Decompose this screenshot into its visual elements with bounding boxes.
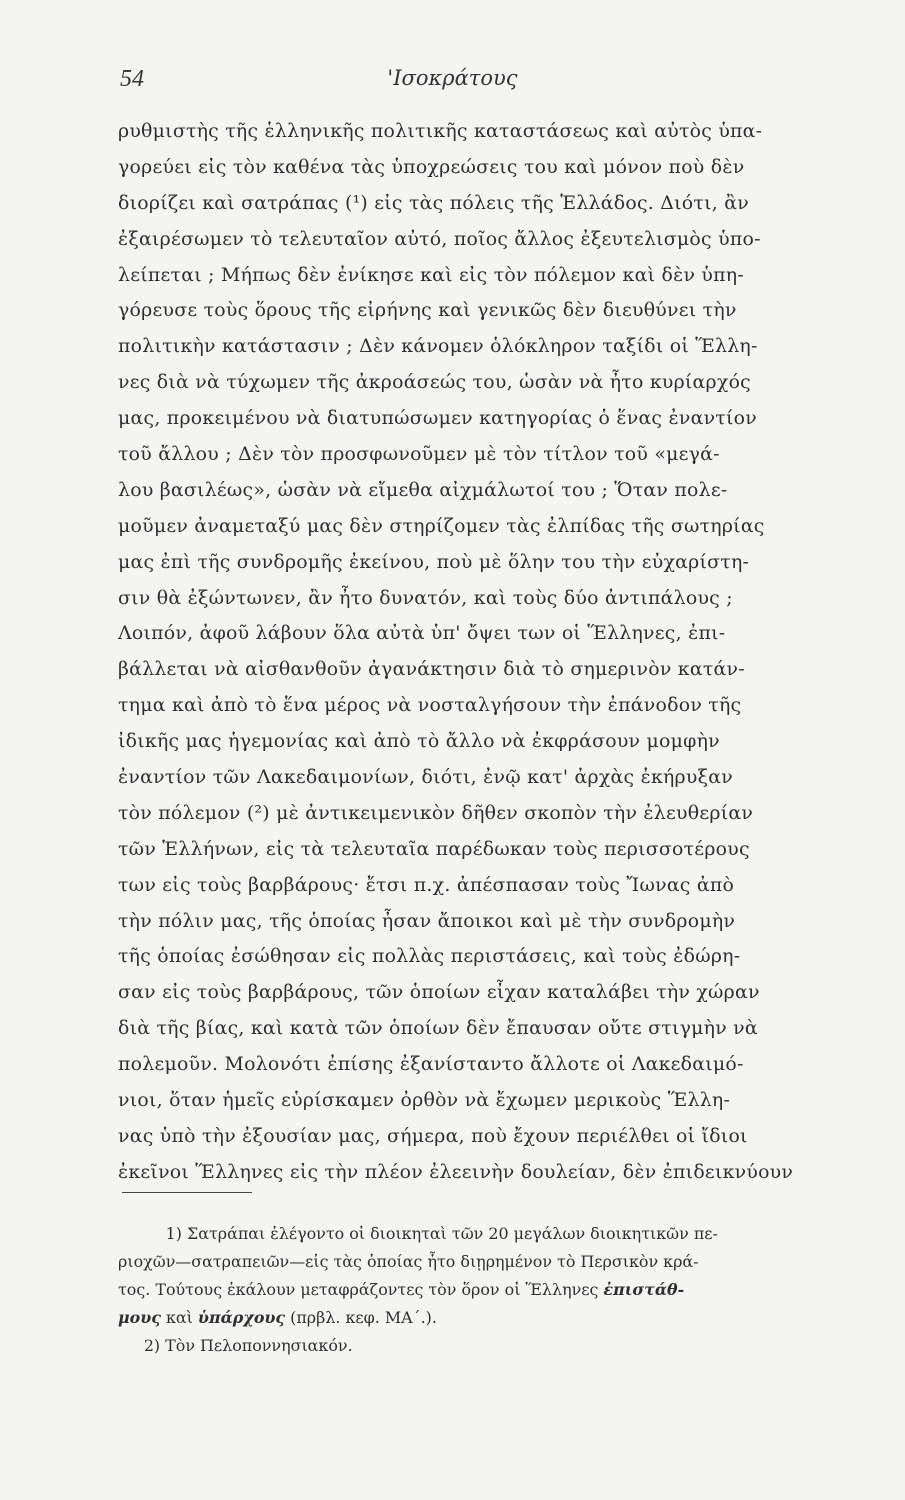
body-line: βάλλεται νὰ αἰσθανθοῦν ἀγανάκτησιν διὰ τὸ σημερινὸν κατάν- xyxy=(118,658,745,681)
footnote-1-line-3 xyxy=(118,1276,873,1304)
body-line: ἐκεῖνοι Ἕλληνες εἰς τὴν πλέον ἐλεεινὴν δουλείαν, δὲν ἐπιδεικνύουν xyxy=(118,1160,794,1183)
page-number: 54 xyxy=(120,66,144,92)
body-line: ἐξαιρέσωμεν τὸ τελευταῖον αὐτό, ποῖος ἄλλος ἐξευτελισμὸς ὑπο- xyxy=(118,227,761,250)
footnote-1-line-2: ριοχῶν—σατραπειῶν—εἰς τὰς ὁποίας ἦτο διῃρημένον τὸ Περσικὸν κρά- xyxy=(118,1252,699,1271)
footnote-2: 2) Τὸν Πελοποννησιακόν. xyxy=(143,1336,353,1355)
page-header xyxy=(120,66,785,98)
footnotes xyxy=(118,1220,878,1360)
body-line: τοῦ ἄλλου ; Δὲν τὸν προσφωνοῦμεν μὲ τὸν τίτλον τοῦ «μεγά- xyxy=(118,443,720,466)
body-line: μας ἐπὶ τῆς συνδρομῆς ἐκείνου, ποὺ μὲ ὅλην του τὴν εὐχαρίστη- xyxy=(118,550,750,573)
footnote-1-line-1: 1) Σατράπαι ἐλέγοντο οἱ διοικηταὶ τῶν 20 μεγάλων διοικητικῶν πε- xyxy=(165,1224,718,1243)
running-title: 'Ισοκράτους xyxy=(387,66,518,90)
footnote-term-epistathmous-cont: μους xyxy=(118,1308,161,1327)
footnote-conjunction: καὶ xyxy=(160,1308,198,1327)
body-line: σιν θὰ ἐξώντωνεν, ἂν ἦτο δυνατόν, καὶ τοὺς δύο ἀντιπάλους ; xyxy=(118,586,733,609)
body-line: ρυθμιστὴς τῆς ἑλληνικῆς πολιτικῆς καταστάσεως καὶ αὐτὸς ὑπα- xyxy=(118,120,763,142)
body-line: μοῦμεν ἀναμεταξύ μας δὲν στηρίζομεν τὰς ἐλπίδας τῆς σωτηρίας xyxy=(118,514,765,537)
body-line: τημα καὶ ἀπὸ τὸ ἕνα μέρος νὰ νοσταλγήσουν τὴν ἐπάνοδον τῆς xyxy=(118,694,742,717)
body-line: γόρευσε τοὺς ὅρους τῆς εἰρήνης καὶ γενικῶς δὲν διευθύνει τὴν xyxy=(118,299,737,322)
body-line: ἐναντίον τῶν Λακεδαιμονίων, διότι, ἐνῷ κατ' ἀρχὰς ἐκήρυξαν xyxy=(118,766,733,789)
body-line: πολεμοῦν. Μολονότι ἐπίσης ἐξανίσταντο ἄλλοτε οἱ Λακεδαιμό- xyxy=(118,1053,744,1076)
body-line: μας, προκειμένου νὰ διατυπώσωμεν κατηγορίας ὁ ἕνας ἐναντίον xyxy=(118,407,757,430)
body-line: των εἰς τοὺς βαρβάρους· ἔτσι π.χ. ἀπέσπασαν τοὺς Ἴωνας ἀπὸ xyxy=(118,873,735,896)
body-line: σαν εἰς τοὺς βαρβάρους, τῶν ὁποίων εἶχαν καταλάβει τὴν χώραν xyxy=(118,981,760,1004)
body-line: διὰ τῆς βίας, καὶ κατὰ τῶν ὁποίων δὲν ἔπαυσαν οὔτε στιγμὴν νὰ xyxy=(118,1017,758,1040)
footnote-reference: (πρβλ. κεφ. ΜΑ΄.). xyxy=(285,1308,437,1327)
body-line: τῶν Ἑλλήνων, εἰς τὰ τελευταῖα παρέδωκαν τοὺς περισσοτέρους xyxy=(118,837,750,860)
footnote-1-line-3-text: τος. Τούτους ἐκάλουν μεταφράζοντες τὸν ὅρον οἱ Ἕλληνες xyxy=(118,1280,599,1299)
body-line: ἰδικῆς μας ἡγεμονίας καὶ ἀπὸ τὸ ἄλλο νὰ ἐκφράσουν μομφὴν xyxy=(118,730,720,753)
body-line: τὴν πόλιν μας, τῆς ὁποίας ἦσαν ἄποικοι καὶ μὲ τὴν συνδρομὴν xyxy=(118,909,736,932)
body-line: τῆς ὁποίας ἐσώθησαν εἰς πολλὰς περιστάσεις, καὶ τοὺς ἐδώρη- xyxy=(118,945,741,968)
body-line: τὸν πόλεμον (²) μὲ ἀντικειμενικὸν δῆθεν σκοπὸν τὴν ἐλευθερίαν xyxy=(118,801,754,824)
body-line: Λοιπόν, ἀφοῦ λάβουν ὅλα αὐτὰ ὑπ' ὄψει των οἱ Ἕλληνες, ἐπι- xyxy=(118,622,726,645)
footnote-term-epistathmous: ἐπιστάθ- xyxy=(603,1280,685,1299)
body-line: διορίζει καὶ σατράπας (¹) εἰς τὰς πόλεις τῆς Ἑλλάδος. Διότι, ἂν xyxy=(118,191,749,214)
body-line: γορεύει εἰς τὸν καθένα τὰς ὑποχρεώσεις του καὶ μόνον ποὺ δὲν xyxy=(118,155,745,178)
body-line: νας ὑπὸ τὴν ἐξουσίαν μας, σήμερα, ποὺ ἔχουν περιέλθει οἱ ἴδιοι xyxy=(118,1124,748,1147)
body-line: λείπεται ; Μήπως δὲν ἐνίκησε καὶ εἰς τὸν πόλεμον καὶ δὲν ὑπη- xyxy=(118,263,744,286)
body-text xyxy=(118,114,878,1191)
body-line: νιοι, ὅταν ἡμεῖς εὑρίσκαμεν ὀρθὸν νὰ ἔχωμεν μερικοὺς Ἕλλη- xyxy=(118,1089,731,1112)
footnote-term-hyparchous: ὑπάρχους xyxy=(197,1308,286,1327)
body-line: λου βασιλέως», ὡσὰν νὰ εἴμεθα αἰχμάλωτοί του ; Ὅταν πολε- xyxy=(118,478,728,501)
footnote-1-line-4 xyxy=(118,1304,873,1332)
footnote-separator xyxy=(122,1192,252,1193)
body-line: πολιτικὴν κατάστασιν ; Δὲν κάνομεν ὁλόκληρον ταξίδι οἱ Ἕλλη- xyxy=(118,335,758,358)
body-line: νες διὰ νὰ τύχωμεν τῆς ἀκροάσεώς του, ὡσὰν νὰ ἦτο κυρίαρχός xyxy=(118,371,752,394)
